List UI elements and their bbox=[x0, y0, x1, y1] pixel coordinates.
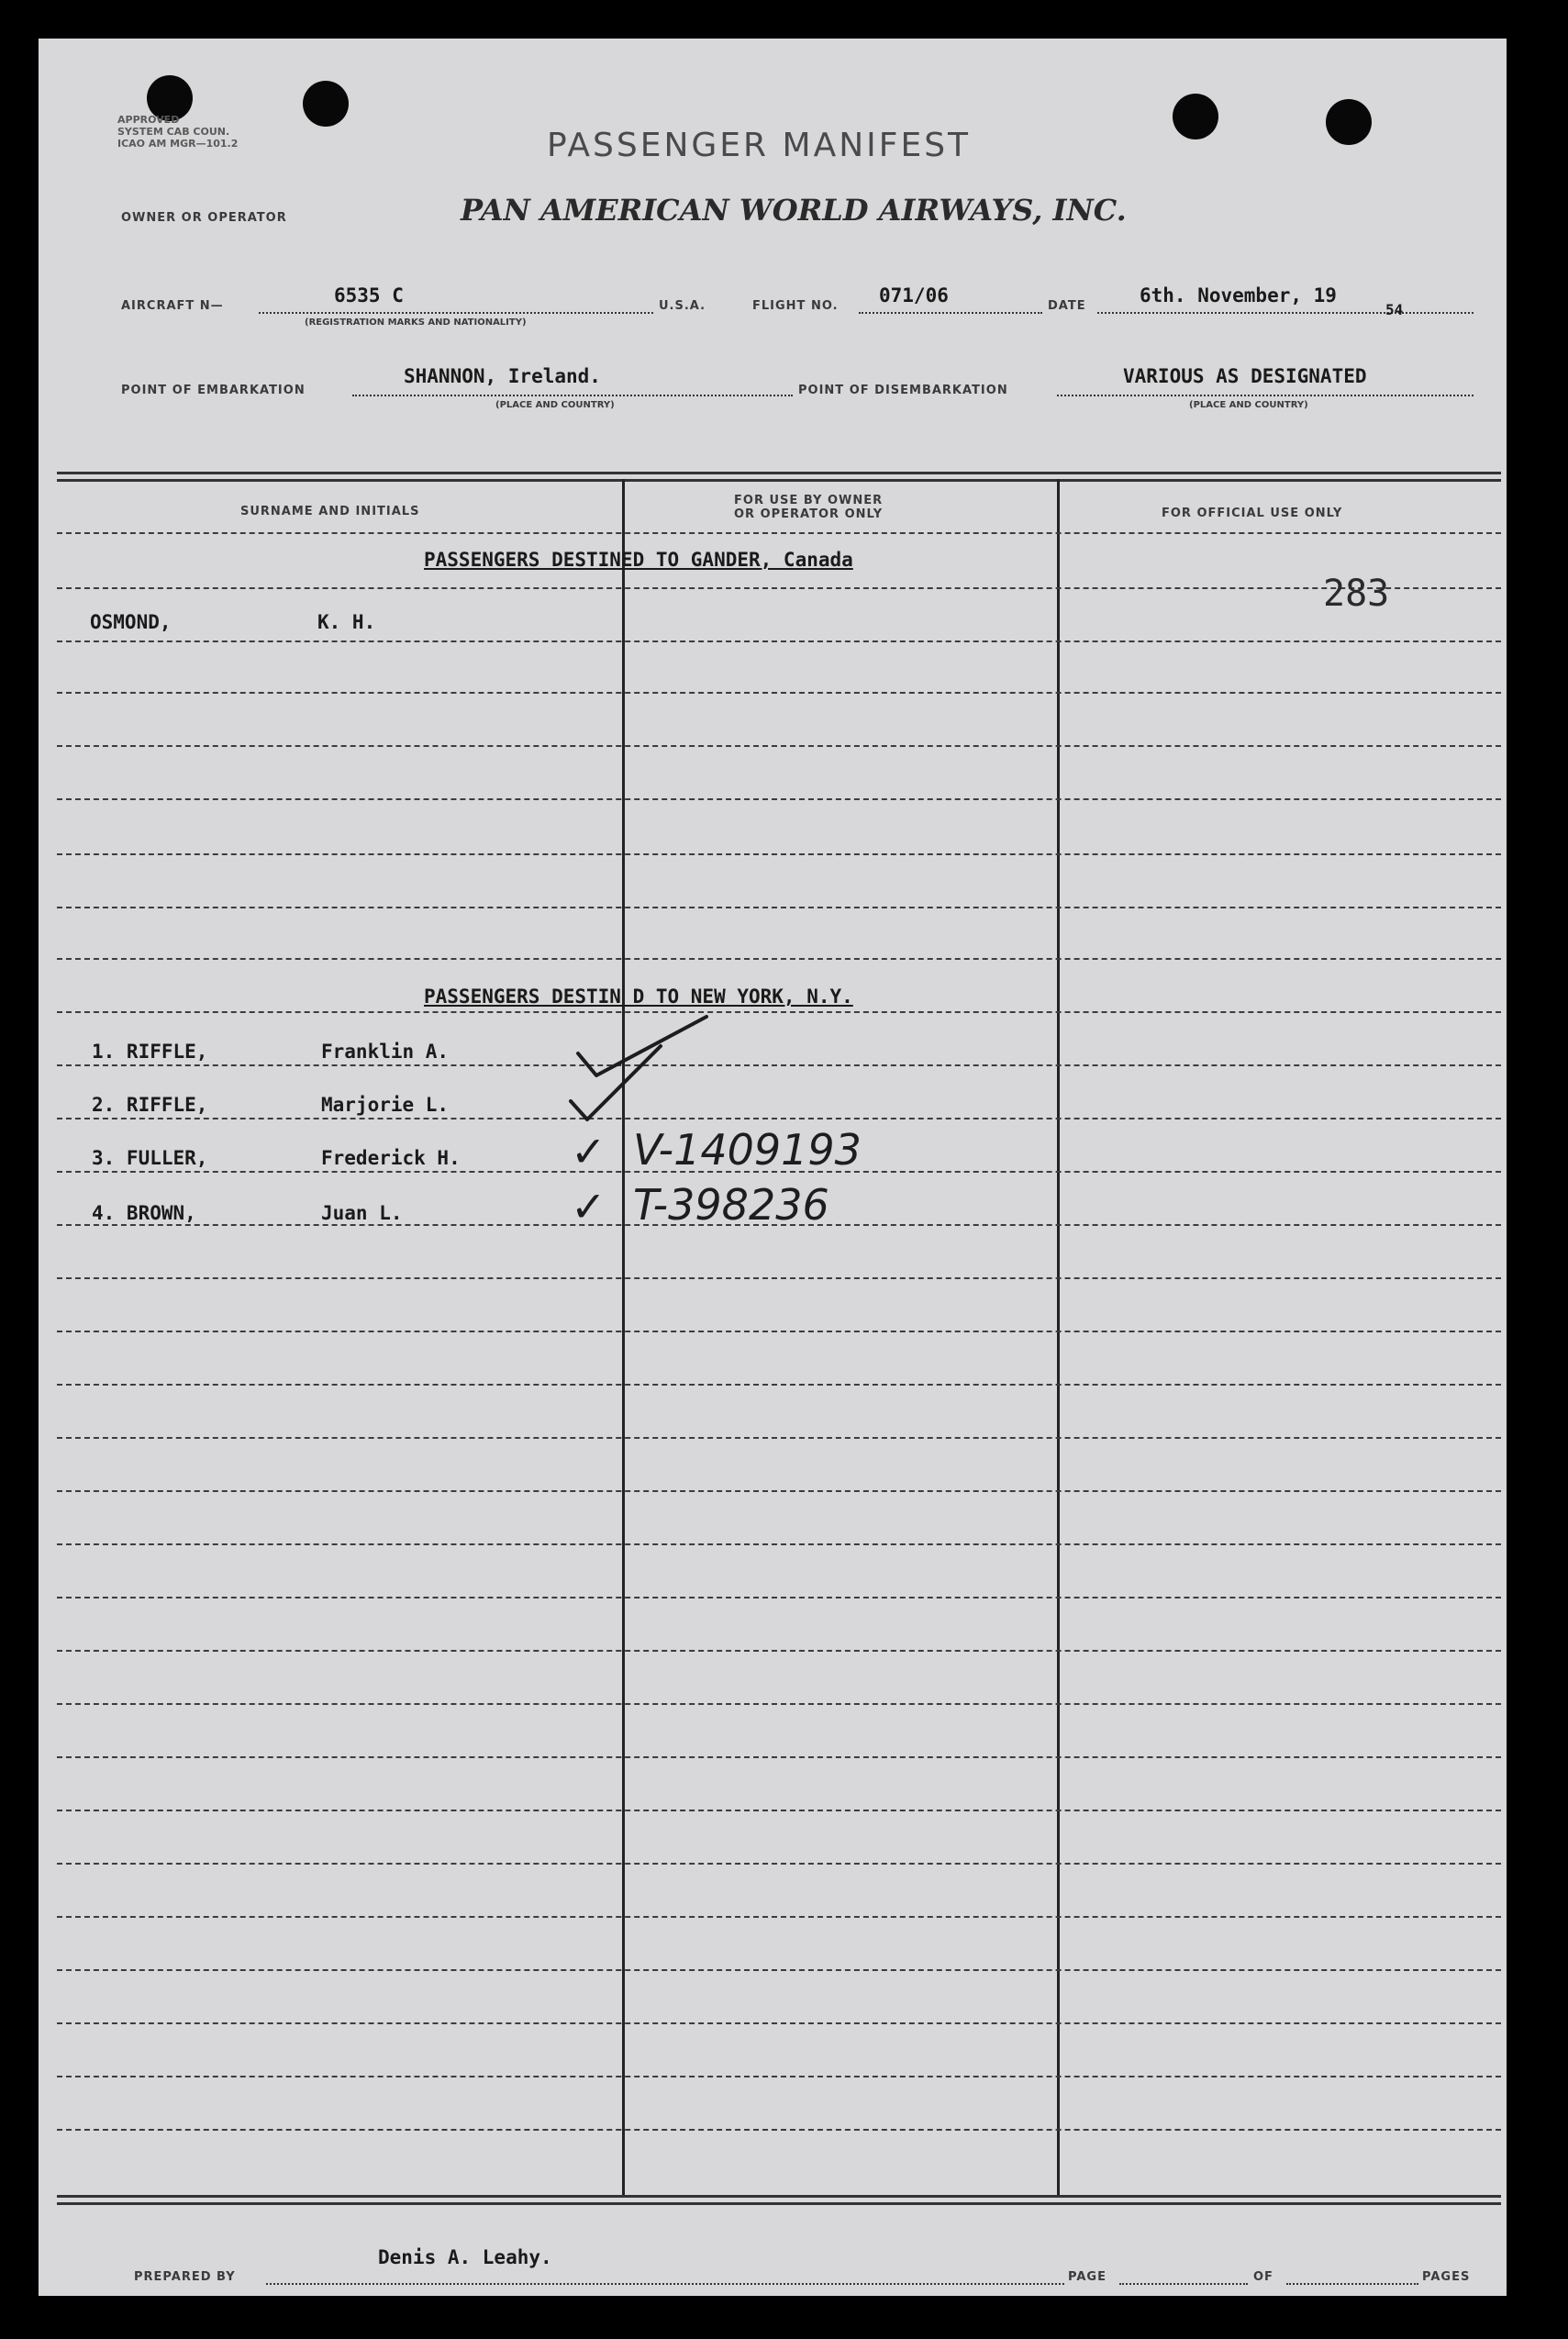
row-rule bbox=[57, 1703, 1501, 1705]
passenger-surname: 3. FULLER, bbox=[92, 1147, 208, 1169]
row-rule bbox=[57, 1384, 1501, 1386]
passenger-surname: 1. RIFFLE, bbox=[92, 1041, 208, 1063]
embarkation-value: SHANNON, Ireland. bbox=[404, 365, 601, 387]
row-rule bbox=[57, 958, 1501, 960]
row-rule bbox=[57, 1916, 1501, 1918]
owner-name: PAN AMERICAN WORLD AIRWAYS, INC. bbox=[461, 193, 1127, 228]
passenger-initials: Franklin A. bbox=[321, 1041, 450, 1063]
date-year-suffix: 54 bbox=[1385, 301, 1404, 318]
row-rule bbox=[57, 2129, 1501, 2131]
header-bottom-rule bbox=[57, 532, 1501, 534]
check-mark: ✓ bbox=[571, 1182, 606, 1231]
flight-line bbox=[859, 312, 1042, 314]
prepared-by-label: PREPARED BY bbox=[134, 2270, 236, 2284]
page-line bbox=[1119, 2283, 1248, 2285]
aircraft-line bbox=[259, 312, 653, 314]
passenger-surname: 2. RIFFLE, bbox=[92, 1094, 208, 1116]
punch-hole bbox=[1173, 94, 1218, 139]
passenger-initials: Frederick H. bbox=[321, 1147, 461, 1169]
row-rule bbox=[57, 1756, 1501, 1758]
flight-value: 071/06 bbox=[879, 284, 949, 306]
column-header-official: FOR OFFICIAL USE ONLY bbox=[1162, 507, 1343, 520]
aircraft-sublabel: (REGISTRATION MARKS AND NATIONALITY) bbox=[305, 317, 527, 328]
row-rule bbox=[57, 1277, 1501, 1279]
embarkation-line bbox=[352, 395, 793, 396]
table-bottom-rule bbox=[57, 2195, 1501, 2198]
handwritten-note: T-398236 bbox=[633, 1180, 829, 1230]
row-rule bbox=[57, 1011, 1501, 1013]
row-rule bbox=[57, 2076, 1501, 2077]
disembarkation-value: VARIOUS AS DESIGNATED bbox=[1123, 365, 1367, 387]
row-rule bbox=[57, 907, 1501, 908]
passenger-initials: K. H. bbox=[317, 611, 376, 633]
row-rule bbox=[57, 853, 1501, 855]
row-rule bbox=[57, 745, 1501, 747]
passenger-initials: Juan L. bbox=[321, 1202, 403, 1224]
passenger-surname: OSMOND, bbox=[90, 611, 172, 633]
flight-label: FLIGHT NO. bbox=[752, 299, 839, 313]
aircraft-value: 6535 C bbox=[334, 284, 404, 306]
column-divider bbox=[622, 479, 625, 2197]
row-rule bbox=[57, 1650, 1501, 1652]
prepared-by-line bbox=[266, 2283, 1064, 2285]
page-title: PASSENGER MANIFEST bbox=[547, 127, 972, 164]
passenger-surname: 4. BROWN, bbox=[92, 1202, 196, 1224]
row-rule bbox=[57, 1543, 1501, 1545]
row-rule bbox=[57, 1810, 1501, 1811]
disembarkation-line bbox=[1057, 395, 1473, 396]
owner-label: OWNER OR OPERATOR bbox=[121, 211, 287, 225]
section-heading-gander: PASSENGERS DESTINED TO GANDER, Canada bbox=[424, 549, 853, 571]
row-rule bbox=[57, 640, 1501, 642]
row-rule bbox=[57, 798, 1501, 800]
table-top-rule bbox=[57, 472, 1501, 474]
page-label: PAGE bbox=[1068, 2270, 1106, 2284]
row-rule bbox=[57, 1064, 1501, 1066]
date-label: DATE bbox=[1048, 299, 1086, 313]
usa-label: U.S.A. bbox=[659, 299, 706, 313]
row-rule bbox=[57, 1969, 1501, 1971]
row-rule bbox=[57, 1118, 1501, 1119]
check-mark-icon bbox=[560, 1009, 716, 1129]
embarkation-label: POINT OF EMBARKATION bbox=[121, 384, 306, 397]
table-bottom-rule bbox=[57, 2202, 1501, 2205]
table-top-rule bbox=[57, 479, 1501, 482]
approval-stamp: APPROVED SYSTEM CAB COUN. ICAO AM MGR—101.2 bbox=[117, 114, 239, 150]
column-header-owner-use: FOR USE BY OWNER OR OPERATOR ONLY bbox=[734, 494, 884, 521]
row-rule bbox=[57, 587, 1501, 589]
column-header-names: SURNAME AND INITIALS bbox=[240, 505, 420, 518]
section-heading-new-york: PASSENGERS DESTIN D TO NEW YORK, N.Y. bbox=[424, 986, 853, 1008]
row-rule bbox=[57, 1437, 1501, 1439]
column-divider bbox=[1057, 479, 1060, 2197]
aircraft-label: AIRCRAFT N— bbox=[121, 299, 224, 313]
row-rule bbox=[57, 2022, 1501, 2024]
punch-hole bbox=[303, 81, 349, 127]
date-value: 6th. November, 19 bbox=[1140, 284, 1337, 306]
disembarkation-label: POINT OF DISEMBARKATION bbox=[798, 384, 1008, 397]
disembarkation-sublabel: (PLACE AND COUNTRY) bbox=[1189, 400, 1308, 410]
pages-label: PAGES bbox=[1422, 2270, 1471, 2284]
punch-hole bbox=[1326, 99, 1372, 145]
date-line bbox=[1097, 312, 1473, 314]
check-mark: ✓ bbox=[571, 1127, 606, 1176]
passenger-initials: Marjorie L. bbox=[321, 1094, 450, 1116]
row-rule bbox=[57, 1863, 1501, 1865]
row-rule bbox=[57, 1490, 1501, 1492]
handwritten-note: V-1409193 bbox=[633, 1125, 862, 1175]
embarkation-sublabel: (PLACE AND COUNTRY) bbox=[495, 400, 615, 410]
of-line bbox=[1286, 2283, 1418, 2285]
official-number: 283 bbox=[1323, 573, 1390, 615]
row-rule bbox=[57, 1597, 1501, 1598]
of-label: OF bbox=[1253, 2270, 1273, 2284]
row-rule bbox=[57, 1331, 1501, 1332]
prepared-by-value: Denis A. Leahy. bbox=[378, 2246, 552, 2268]
row-rule bbox=[57, 692, 1501, 694]
